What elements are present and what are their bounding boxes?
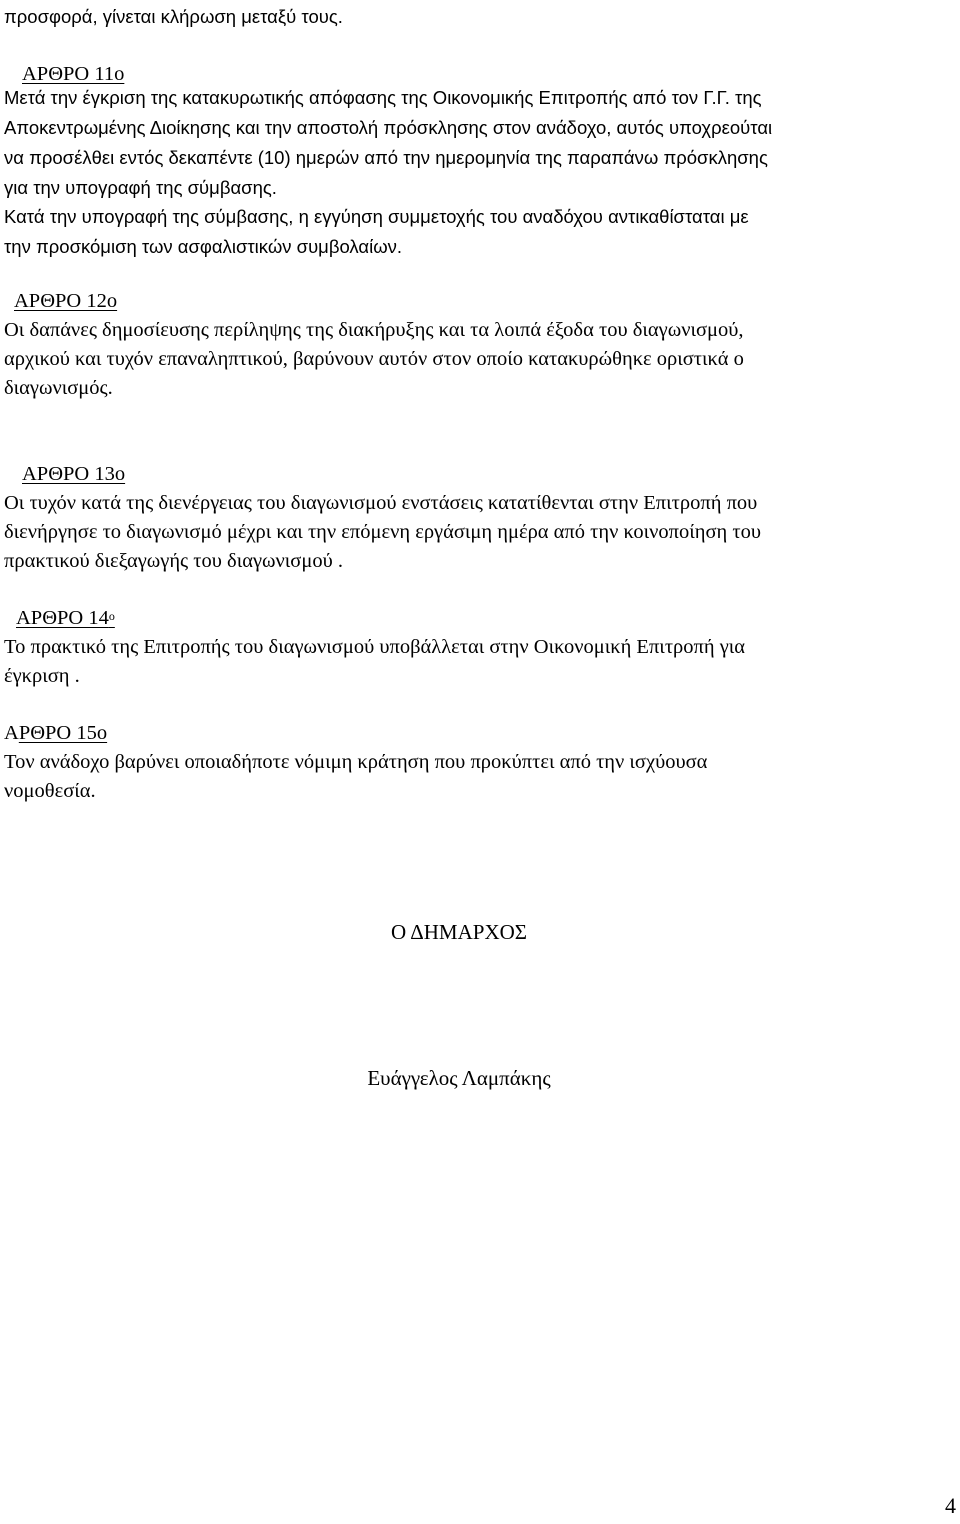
- article14-line-1: Το πρακτικό της Επιτροπής του διαγωνισμού υποβάλλεται στην Οικονομική Επιτροπή για: [4, 636, 746, 658]
- article13-heading: ΑΡΘΡΟ 13ο: [22, 463, 126, 485]
- article14-heading: ΑΡΘΡΟ $14^o$: [16, 607, 115, 629]
- article12-line-2: αρχικού και τυχόν επαναληπτικού, βαρύνουν αυτόν στον οποίο κατακυρώθηκε οριστικά ο: [4, 348, 744, 370]
- article11-line-2: Αποκεντρωμένης Διοίκησης και την αποστολή πρόσκλησης στον ανάδοχο, αυτός υποχρεούται: [4, 117, 773, 138]
- article12-heading: ΑΡΘΡΟ 12ο: [14, 290, 118, 312]
- signature-name: Ευάγγελος Λαμπάκης: [367, 1066, 551, 1090]
- article15-heading: ΑΡΘΡΟ 15ο: [4, 722, 108, 744]
- article12-line-3: διαγωνισμός.: [4, 377, 113, 399]
- article15-line-1: Τον ανάδοχο βαρύνει οποιαδήποτε νόμιμη κράτηση που προκύπτει από την ισχύουσα: [4, 751, 708, 773]
- page-number: 4: [945, 1493, 956, 1518]
- article11-line-6: την προσκόμιση των ασφαλιστικών συμβολαίων.: [4, 236, 403, 257]
- article14-line-2: έγκριση .: [4, 665, 80, 687]
- article13-line-3: πρακτικού διεξαγωγής του διαγωνισμού .: [4, 550, 343, 572]
- signature-title: Ο ΔΗΜΑΡΧΟΣ: [391, 920, 527, 944]
- article13-line-1: Οι τυχόν κατά της διενέργειας του διαγωνισμού ενστάσεις κατατίθενται στην Επιτροπή που: [4, 492, 758, 514]
- article12-line-1: Οι δαπάνες δημοσίευσης περίληψης της διακήρυξης και τα λοιπά έξοδα του διαγωνισμού,: [4, 319, 744, 341]
- article11-line-4: για την υπογραφή της σύμβασης.: [4, 177, 277, 198]
- article11-line-5: Κατά την υπογραφή της σύμβασης, η εγγύηση συμμετοχής του αναδόχου αντικαθίσταται με: [4, 206, 749, 227]
- article15-line-2: νομοθεσία.: [4, 780, 96, 802]
- article11-line-1: Μετά την έγκριση της κατακυρωτικής απόφασης της Οικονομικής Επιτροπής από τον Γ.Γ. της: [4, 87, 762, 108]
- article13-line-2: διενήργησε το διαγωνισμό μέχρι και την επόμενη εργάσιμη ημέρα από την κοινοποίηση του: [4, 521, 762, 543]
- article11-line-3: να προσέλθει εντός δεκαπέντε (10) ημερών από την ημερομηνία της παραπάνω πρόσκλησης: [4, 147, 768, 168]
- intro-line: προσφορά, γίνεται κλήρωση μεταξύ τους.: [4, 6, 343, 27]
- article11-heading: ΑΡΘΡΟ 11ο: [22, 63, 125, 85]
